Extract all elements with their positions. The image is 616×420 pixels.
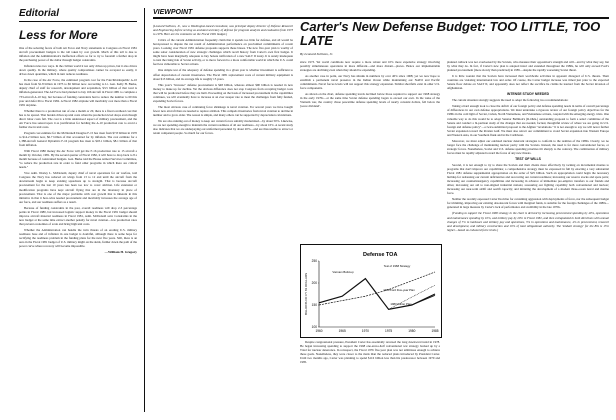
subhead-intense-study: INTENSE STUDY NEEDED [506,92,550,97]
article-paragraph: Neither the recently espoused Carter Doctrine for containing aggression with deployments of force, nor the subsequent budget for trimming, improving our existing obsolescent forces with marginal funds, is suitable for the foreign challenges of the 1980s—generated in large measure by Carter's lack of performance and credibility in the late 1970s. [447,197,609,210]
article-paragraph: Second, it is not enough to try to share the Soviets and their clients more effectively by tacking on incremental monies to programs that don't improve our capabilities; a comprehensive strategy must be expressed in full by enacting a very substantial Fiscal 1981 defense supplemental appropriation on the order of $25 billion. Such an appropriation could begin the necessary buildup for redressing our current deficiencies and recovering our current readiness; increasing our reserve stocks and spare parts; increasing our counterinsurgency capabilities and increasing in advance of immediate pre-emptive transfers to our friends and allies; increasing our aid to non-aligned industrial nations; reassuring our fighting capability both conventional and nuclear; increasing our near-term airlift and sealift capacity; and initiating the development of a modern three-ocean naval and marine force. [447,162,609,196]
series-line-1980-carter-plan [412,295,435,305]
editorial-paragraph: With Fiscal 1980 money the Air Force will get the F-16 production rate to 15 aircraft a month by October, 1981. By the second quarter of Fiscal 1982, it will have to drop back to 8 a month because of constrained budgets. Gen. Burke told the House Armed Services Committee, "to reduce the production rate in order to fund other programs in which there are critical needs." [19,149,137,170]
article-paragraph: since 1973. Yet world conditions now require a more robust and 10% more expensive strategy involving possibly simultaneous operations in more different—and more distant—places. Hence our implementable strategies are declining even when they should be expanding. [300,60,440,73]
editorial-section-label: Editorial [19,8,137,22]
viewpoint-section-label: VIEWPOINT [153,9,193,16]
chart-annotation: Vietnam Build-up [332,270,354,274]
y-tick-label: 250 [311,259,317,263]
article-paragraph: It is little wonder that the Soviets have increased their worldwide activities in apparent disregard of U.S. threats. Their countries are violating international law and order. Of course, the Carter budget increase was timed just prior to the expected Senate floor debate on SALT II, and apparently does not reflect the sacrifice he claims he learned from the Soviet invasion of Afghanistan. [447,74,609,91]
subhead-test-of-wills: TEST OF WILLS [515,156,541,161]
article-paragraph: Moreover, we must adjust our outdated nuclear deterrent strategies to conform to the realities of the 1980s. Clearly, we no longer face the challenge of maintaining nuclear parity with the Soviets. Instead, the need is for more conventional forces, or strategic forces. Nonetheless, Soviet and U.S. defense spending priorities tilt sharply to the contrary. The combination of military forces must be rapidly adjusted toward the focus of any new threats. [447,138,609,155]
editorial-paragraph: Whether there is a production run of one a month or 20, there is a fixed overhead cost that has to be spread. That burden drives up unit costs when the production level drops even though direct labor costs fall. The cost is a little understood aspect of military procurement, and the Air Force has seized upon it as justification for holding the A-10 production rate to avoid a further rise in unit costs. [19,108,137,129]
series-line-defense-toa [319,279,435,310]
chart-annotation: 1980 Carter Plan [390,302,412,306]
column-divider [144,8,145,412]
chart-annotation: 1976 Ford Five-year Plan [383,288,415,292]
x-tick-label: 1970 [361,329,369,333]
article-paragraph: As shown on the chart, defense spending levels declined below those required to support our 1968 strategy in the early 1970s—at the same time Soviet defense spending began to exceed our own. In the wake of the Vietnam war, the country chose peacetime defense spending levels of nearly constant dollars, fell below the 'peace dividend'. [300,92,440,109]
chart-svg [301,245,441,337]
editorial-paragraph: Program cost estimate for the McDonnell Douglas F-15 has risen from $7.8 billion in 1970 to $14.2 billion now, $6.7 billion of that accounted for by inflation. The cost estimate for a 1,388-aircraft General Dynamics F-16 program has risen to $18.1 billion, $8.1 billion of that from inflation. [19,130,137,148]
chart-annotation: Test of 1968 Strategy [383,264,411,268]
article-paragraph: The current situation strongly suggests the need to adopt the following two recommendations: [452,98,569,103]
editorial-paragraph: In the case of the Air Force, the estimated program cost for the Fairchild-Republic A-10 has risen from $1.8 billion in 1973 to $6 billion now. According to Lt. Gen. Kelly H. Burke, deputy chief of staff for research, development and acquisition, $3.5 billion of that total is inflation-generated. The Air Force had planned to buy 166 aircraft in Fiscal 1981 to complete a 733-aircraft A-10 buy, but because of funding constraints had to reduce the number to 60 this year and defer 66 to Fiscal 1982. A Fiscal 1982 airplane will inevitably cost more than a Fiscal 1981 airplane. [19,78,137,107]
article-paragraph: Critics of the current Administration frequently claim that it spends too little for defense, and all would be hard-pressed to dispute the net result of Administration performance on proclaimed commitments of recent years. Looking over Fiscal 1981 defense proposals supports these biases. The new five-year plan is worthy of some sober consideration of new strategic challenges which recall history from Carter's own first budget. It might have been marginally adequate to buy Senate ratification of a new SALT II treaty. It is surely inadequate to turn the rising tide of Soviet activity, or to move forward to a more comfortable world in which the U.S. could feel less vulnerable to Soviet actions. [153,38,293,67]
author-intro: (Leonard Sullivan, Jr., now a Washington-based consultant, was principal deputy director of Defense Research and Engineering before serving as assistant secretary of defense for program analysis and evaluation from 1973 to 1976. Here are his comments on the Fiscal 1981 budget.) [153,24,293,37]
article-paragraph: Taking a hard enough look to close the deficit of our foreign policy and defense spending needs in terms of overall percentage of differences in our own defense appropriations. We must undertake a rigorous review of our foreign policy objectives for the 1980s in the cold light of Soviet, Cuban, North Vietnamese, and Vietnamese actions, coupled with the emerging energy crisis. One valuable way to do this would be to adopt Senator Bellmon's (R-Okla.) outstanding proposal to form a select committee of the Senate and conduct a bi-partisan study of the changes that are needed, factual, thoughtful review of where we are going in U.S. foreign and defense policy"—a twice-submitted proposal to the Afghan "revelations." It is not enough to say we will never further Soviet expansion toward the Persian Gulf. We must also retract our commitment to avoid Soviet expansion into Western Europe and Western Asia, in our Southern flank and in the Caribbean. [447,104,609,137]
article-paragraph: As another case in point, our Navy has shrunk in numbers by over 40% since 1968; yet we now hope to establish a permanent naval presence in the Indian Ocean while maintaining our NATO and Pacific commitments. Naval forces levels will not support this strategy expansion. Similar shortfalls exist in other U.S. force components. [300,74,440,91]
article-headline: Carter's New Defense Budget: TOO LITTLE, TOO LATE [300,20,609,48]
x-tick-label: 1980 [408,329,416,333]
article-paragraph: Despite congressional pressure, President Carter has essentially reversed the long downward trend in 1978. He began increasing spending to support the 1968 one-and-a-half conventional war strategy backed up by a Triad for nuclear deterrence. In retrospect, the Fiscal 1976 five-year plan was not ambitious enough to achieve these goals. Nonetheless, they were closer to the mark than the reduced plans introduced by President Carter. Until two months ago, Carter was planning to spend $116 billion less than his predecessor between 1979 and 1985. [300,340,440,365]
viewpoint-column-1 [153,24,293,414]
editorial-paragraph: Whether the Administration can handle the twin threats of an eroding U.S. military readiness base and of inflation in one budget is doubtful, although there is some hope for rectifying the readiness problem in the funding plans for the next five years. Still, there is an aura in the Fiscal 1981 budget of U.S. military might on the skids, further down the path of the power curve where recovery will become impossible. [19,227,137,249]
chart-lines [319,272,435,309]
x-tick-label: 1965 [338,329,346,333]
x-tick-label: 1960 [315,329,323,333]
x-tick-label: 1975 [385,329,393,333]
article-paragraph: This year's "increase" defense procurement is $48 billion, whereas almost $90 billion is needed in new money to make up for decline. Yet the obvious difference does not stop Congress from accepting budget costs that will be predicated before they are built. Proceeding on the basis of increased procurement in the capabilities continues, we will eventually have to increase at an ever steeper rate to meet the challenges from fully funded, expanding Soviet forces. [153,82,293,103]
x-tick-label: 1985 [431,329,439,333]
editorial-title: Less for More [19,28,98,42]
article-paragraph: The most obvious case of continuing force shrinkage is naval aviation. For several years we have bought fewer new aircraft than are needed to replace attrition. This compels inventories from naval aviation to decline in number and to grow older. The reason is simple, and many others can be supported by depreciation calculations. [153,104,293,117]
editorial-paragraph: Vice Adm. Wesley L. McDonald, deputy chief of naval operations for air warfare, told Congress the Navy has reduced air wings from 13 to 12 and until the aircraft from the downstream begin to keep existing squadrons up to strength. That is because aircraft procurement for the last 10 years has been too low to cover attrition. Life extension or modification programs have kept aircraft flying that are in the inventory in place of procurement. That is one of the major problems with cost growth that is inherent in this initiative in that it how-wins needed procurement and inevitably increases the average age of our force, and our readiness suffers as a result. [19,171,137,204]
y-tick-label: 150 [311,303,317,307]
viewpoint-column-3 [447,60,609,414]
editorial-paragraph: One of the sobering facets of both Air Force and Navy statements to Congress on Fiscal 1981 aircraft procurement budgets is the toll taken by cost growth. Much of this toll is due to inflation and the Administration's ineffectual efforts so far to try to forestall a further drop in the purchasing power of the dollar through budget constraints. [19,46,137,63]
series-line-1968-strategy [319,272,435,305]
chart-y-axis-label: BILLIONS OF FY 81 DOLLARS [304,272,308,315]
editorial-body [19,46,137,254]
viewpoint-column-2-bottom [300,340,440,414]
article-paragraph: One simple test of the adequacy of defense spending in a given year is whether investment is sufficient to offset depreciation of current inventories. The Fiscal 1981 replacement costs of current military equipment is about $13 billion, and its average life is roughly 15 years. [153,68,293,81]
chart-annotations [332,264,415,306]
editorial-paragraph: Inflation rules two ways. In the civilian world it not only drives up prices, but it also drives down quality. In the military, where quality compromises cannot be accepted so easily, it drives down quantities, which in turn reduces readiness. [19,64,137,77]
editorial-paragraph: Because of funding constraints in the past, overall readiness will drop 2-3 percentage points in Fiscal 1980, but increased logistic support money in the Fiscal 1981 budget should improve aircraft material readiness in Fiscal 1981, Adm. McDonald said. Constraints in the new budget at the same time extract another penalty for naval aviation—low production rates that prevent economies of scale and bring high unit costs. [19,205,137,226]
article-paragraph: We are also running out of money to keep our current forces suitably modernized—by about 50%. Likewise, we are not spending enough to maintain the current readiness of all our readiness—by about 10%. A recent study also indicates that we are underpaying our uniformed personnel by about 20%—and are thus unable to attract or retain competent people. So much for our forces. [153,118,293,136]
editorial-column [19,8,137,416]
article-byline: By Leonard Sullivan, Jr. [300,52,333,56]
chart-title: Defense TOA [363,252,398,258]
y-tick-label: 100 [311,325,317,329]
article-footnote: (Funding to support the Fiscal 1968 strategy in the chart is derived by increasing procurement spending by 40%, operations and maintenance spending by 10%, and military pay by 20% in Fiscal 1981, and then extrapolated in both directions with annual changes of 7% in hardware and military pay and operations, 3% in operations and maintenance, 4% in procurement, research and development, and military construction and 10% of total obligational authority. The 'midsail strategy' for the 80s is 15% higher—based on enhanced force levels.) [447,211,609,232]
viewpoint-column-2 [300,60,440,238]
y-tick-label: 200 [311,281,317,285]
defense-toa-chart [300,244,442,338]
article-paragraph: planned cutback was not overlooked by the Soviets, who measure their opposition's strength and will—and by what they say, but by what they do. In fact, if Carter's new plan is adopted intact and extended throughout the 1980s, he will only exceed Ford's planned procurement (more slowly than predicted) in 1985—despite the rapidly worsening Soviet threat. [447,60,609,73]
editorial-signature: —William H. Gregory [104,250,137,255]
chart-axes [312,259,439,333]
